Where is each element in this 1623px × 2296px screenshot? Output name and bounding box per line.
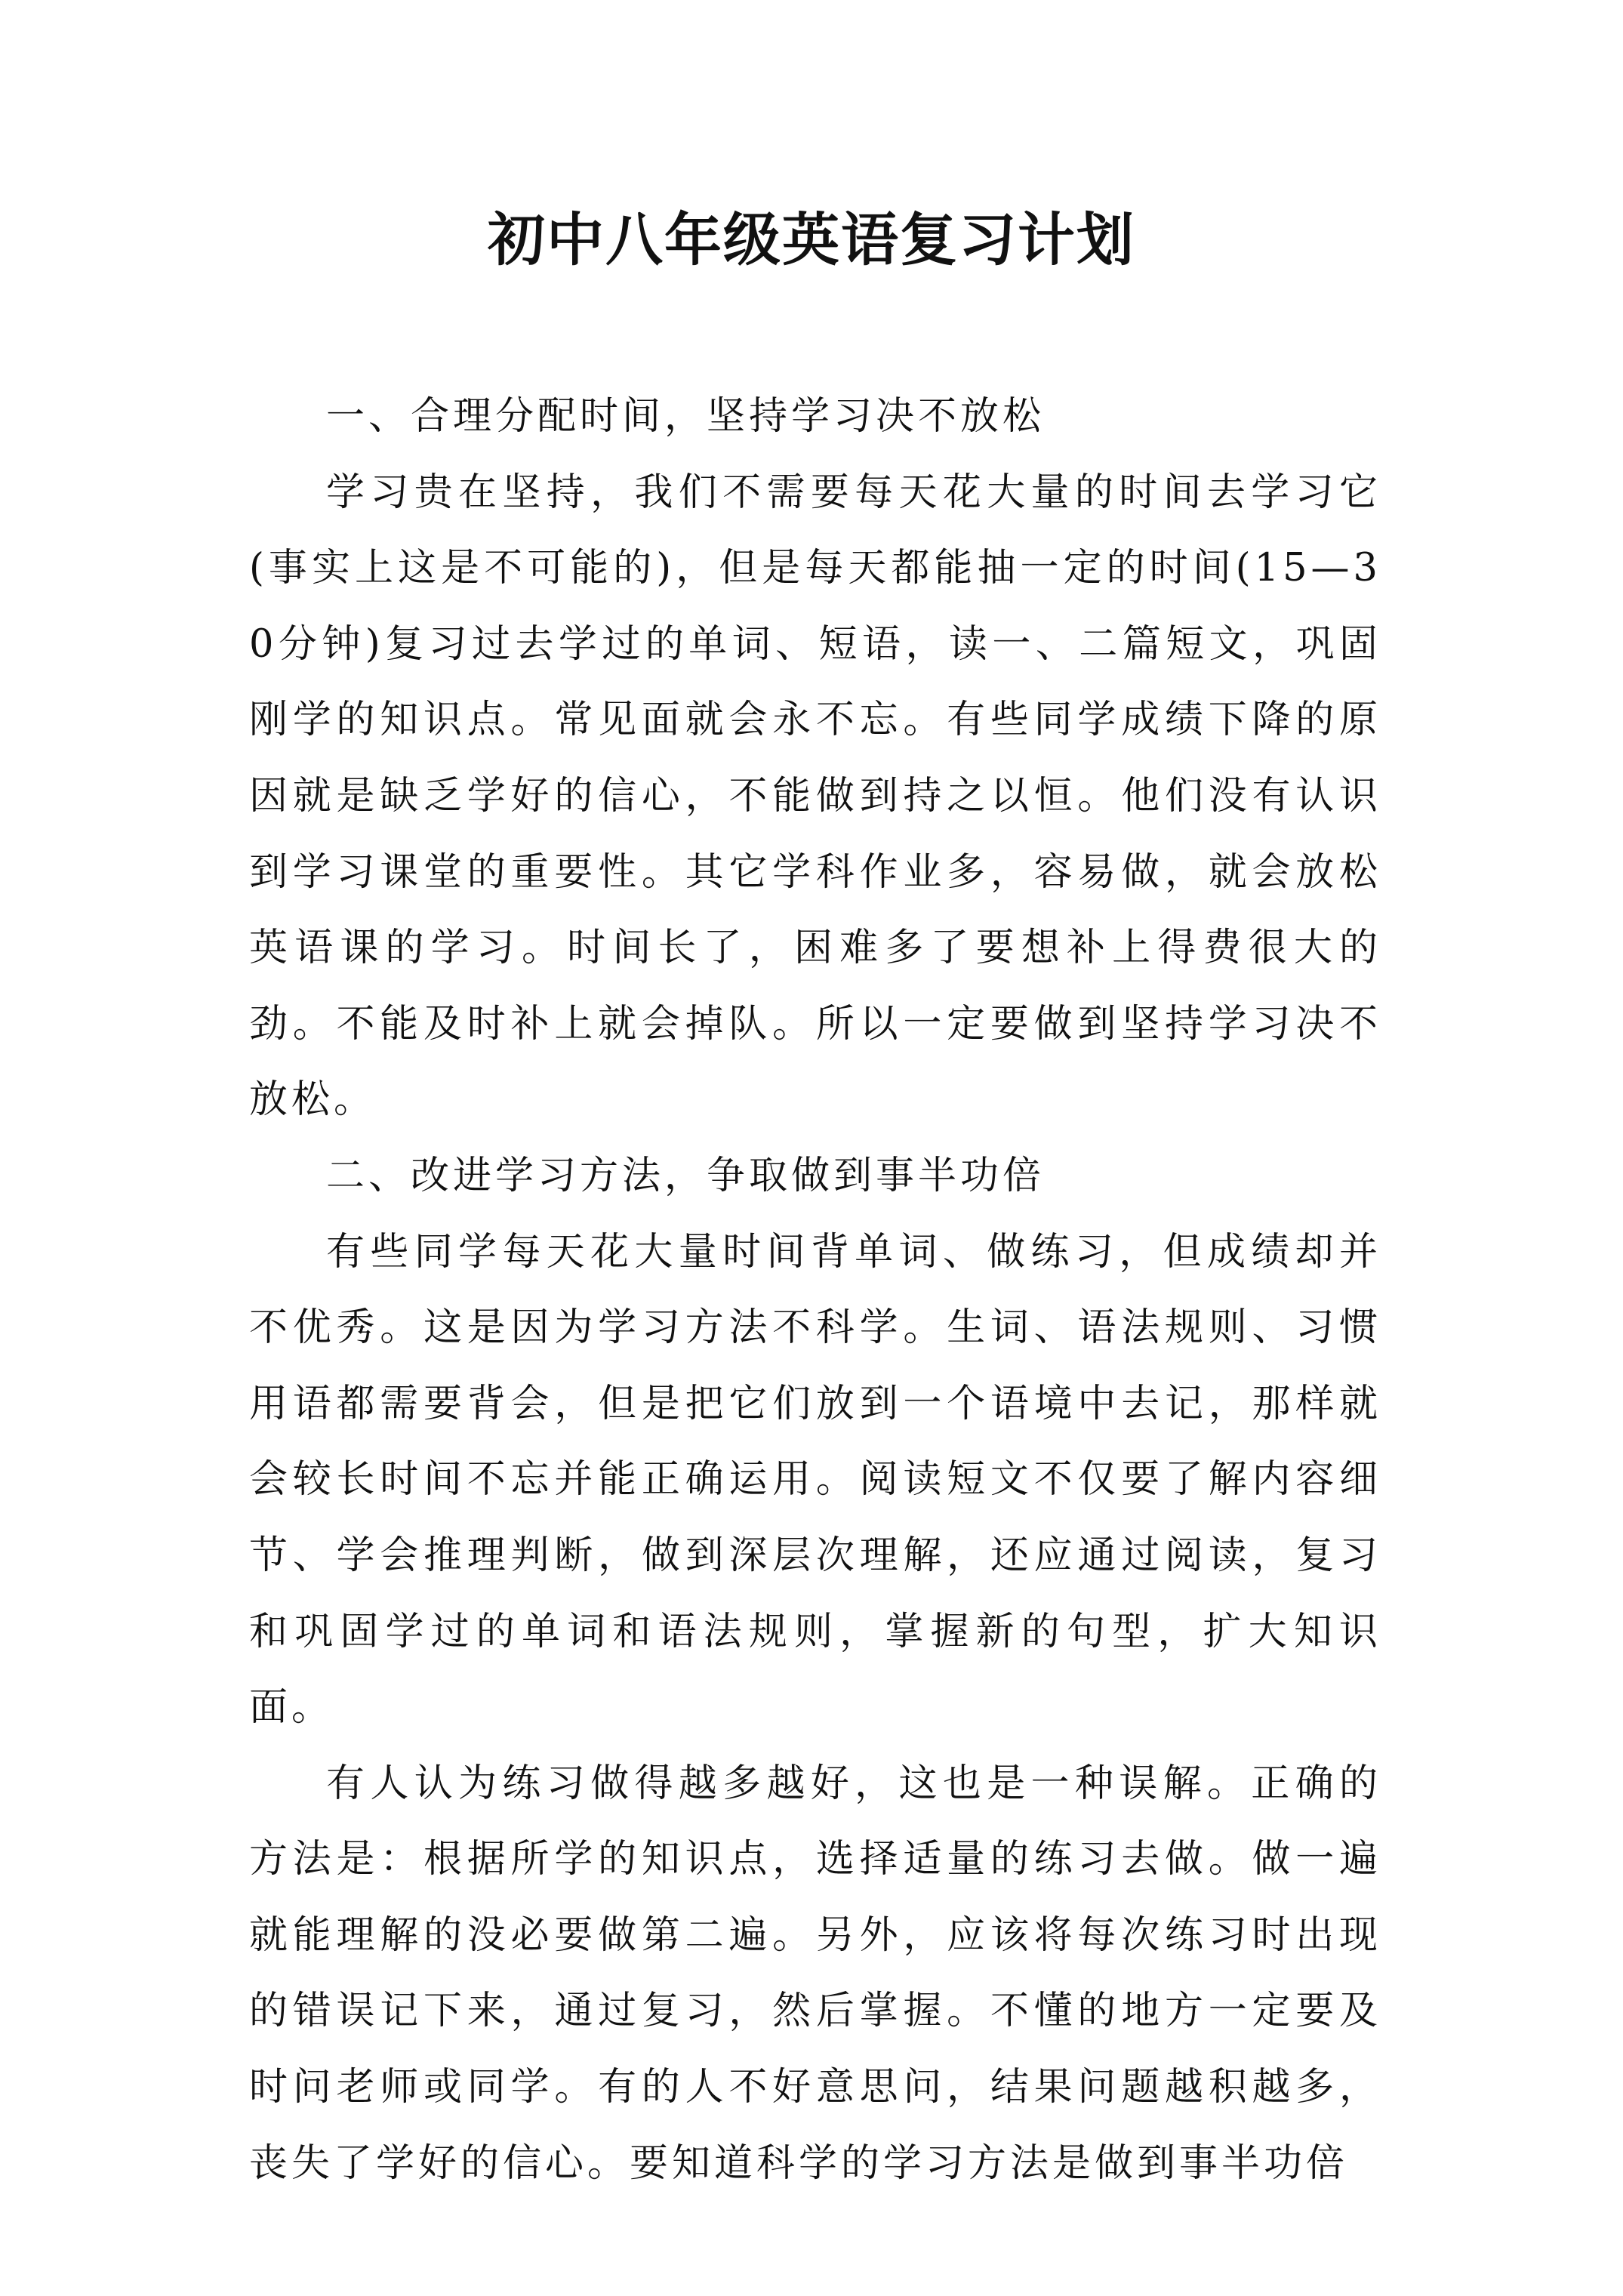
body-paragraph: 有人认为练习做得越多越好，这也是一种误解。正确的方法是：根据所学的知识点，选择适量的练习去做。做一遍就能理解的没必要做第二遍。另外，应该将每次练习时出现的错误记下来，通过复习，然后掌握。不懂的地方一定要及时问老师或同学。有的人不好意思问，结果问题越积越多，丧失了学好的信心。要知道科学的学习方法是做到事半功倍 — [249, 1761, 1381, 2186]
section-heading-2: 二、改进学习方法，争取做到事半功倍 — [326, 1153, 1046, 1198]
body-paragraph: 学习贵在坚持，我们不需要每天花大量的时间去学习它(事实上这是不可能的)，但是每天都能抽一定的时间(15—30分钟)复习过去学过的单词、短语，读一、二篇短文，巩固刚学的知识点。常见面就会永不忘。有些同学成绩下降的原因就是缺乏学好的信心，不能做到持之以恒。他们没有认识到学习课堂的重要性。其它学科作业多，容易做，就会放松英语课的学习。时间长了，困难多了要想补上得费很大的劲。不能及时补上就会掉队。所以一定要做到坚持学习决不放松。 — [249, 470, 1381, 1123]
document-title: 初中八年级英语复习计划 — [488, 206, 1135, 273]
body-paragraph: 有些同学每天花大量时间背单词、做练习，但成绩却并不优秀。这是因为学习方法不科学。生词、语法规则、习惯用语都需要背会，但是把它们放到一个语境中去记，那样就会较长时间不忘并能正确运用。阅读短文不仅要了解内容细节、学会推理判断，做到深层次理解，还应通过阅读，复习和巩固学过的单词和语法规则，掌握新的句型，扩大知识面。 — [249, 1229, 1381, 1730]
document-body — [249, 379, 1381, 2202]
section-heading-1: 一、合理分配时间，坚持学习决不放松 — [326, 394, 1046, 439]
